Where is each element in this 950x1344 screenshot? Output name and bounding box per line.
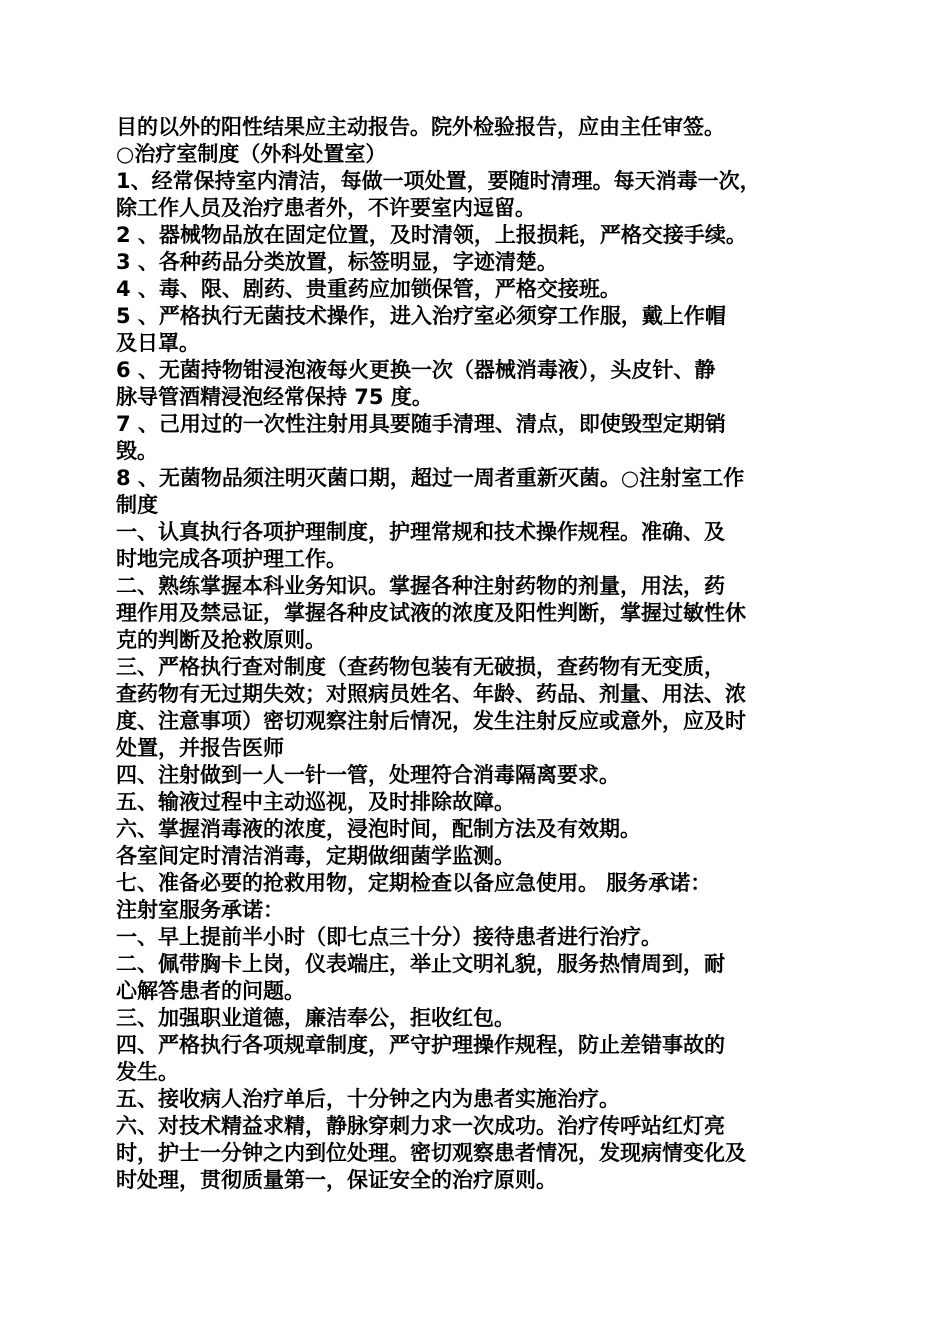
- text-line: 查药物有无过期失效；对照病员姓名、年龄、药品、剂量、用法、浓: [116, 682, 746, 706]
- text-line: 六、对技术精益求精，静脉穿刺力求一次成功。治疗传呼站红灯亮: [116, 1114, 725, 1138]
- text-line: 脉导管酒精浸泡经常保持 75 度。: [116, 385, 433, 409]
- text-line: 理作用及禁忌证，掌握各种皮试液的浓度及阳性判断，掌握过敏性休: [116, 601, 746, 625]
- text-line: 目的以外的阳性结果应主动报告。院外检验报告，应由主任审签。: [116, 115, 725, 139]
- section-heading-service-commitment: 注射室服务承诺：: [116, 898, 284, 922]
- text-line: 2 、器械物品放在固定位置，及时清领，上报损耗，严格交接手续。: [116, 223, 747, 247]
- document-body: [116, 114, 846, 1194]
- text-line: 一、认真执行各项护理制度，护理常规和技术操作规程。准确、及: [116, 520, 725, 544]
- text-line: 六、掌握消毒液的浓度，浸泡时间，配制方法及有效期。: [116, 817, 641, 841]
- text-line: 发生。: [116, 1060, 179, 1084]
- text-line: 7 、己用过的一次性注射用具要随手清理、清点，即使毁型定期销: [116, 412, 726, 436]
- text-line: 四、注射做到一人一针一管，处理符合消毒隔离要求。: [116, 763, 620, 787]
- text-line: 四、严格执行各项规章制度，严守护理操作规程，防止差错事故的: [116, 1033, 725, 1057]
- text-line: 各室间定时清洁消毒，定期做细菌学监测。: [116, 844, 515, 868]
- text-line: 8 、无菌物品须注明灭菌口期，超过一周者重新灭菌。○注射室工作: [116, 466, 745, 490]
- text-line: 4 、毒、限、剧药、贵重药应加锁保管，严格交接班。: [116, 277, 621, 301]
- text-line: 时，护士一分钟之内到位处理。密切观察患者情况，发现病情变化及: [116, 1141, 746, 1165]
- section-heading-treatment-room: ○治疗室制度（外科处置室）: [116, 142, 387, 166]
- text-line: 处置，并报告医师: [116, 736, 284, 760]
- text-line: 二、熟练掌握本科业务知识。掌握各种注射药物的剂量，用法，药: [116, 574, 725, 598]
- section-heading-injection-room: 制度: [116, 493, 158, 517]
- text-line: 6 、无菌持物钳浸泡液每火更换一次（器械消毒液），头皮针、静: [116, 358, 716, 382]
- text-line: 度、注意事项）密切观察注射后情况，发生注射反应或意外，应及时: [116, 709, 746, 733]
- text-line: 二、佩带胸卡上岗，仪表端庄，举止文明礼貌，服务热情周到，耐: [116, 952, 725, 976]
- text-line: 及日罩。: [116, 331, 200, 355]
- text-line: 三、严格执行查对制度（查药物包装有无破损，查药物有无变质，: [116, 655, 725, 679]
- text-line: 时处理，贯彻质量第一，保证安全的治疗原则。: [116, 1168, 557, 1192]
- text-line: 三、加强职业道德，廉洁奉公，拒收红包。: [116, 1006, 515, 1030]
- text-line: 毁。: [116, 439, 158, 463]
- text-line: 3 、各种药品分类放置，标签明显，字迹清楚。: [116, 250, 558, 274]
- text-line: 5 、严格执行无菌技术操作，进入治疗室必须穿工作服，戴上作帽: [116, 304, 726, 328]
- text-line: 1、经常保持室内清洁，每做一项处置，要随时清理。每天消毒一次，: [116, 169, 761, 193]
- text-line: 心解答患者的问题。: [116, 979, 305, 1003]
- text-line: 一、早上提前半小时（即七点三十分）接待患者进行治疗。: [116, 925, 662, 949]
- text-line: 克的判断及抢救原则。: [116, 628, 326, 652]
- text-line: 五、接收病人治疗单后，十分钟之内为患者实施治疗。: [116, 1087, 620, 1111]
- text-line: 除工作人员及治疗患者外，不许要室内逗留。: [116, 196, 536, 220]
- text-line: 五、输液过程中主动巡视，及时排除故障。: [116, 790, 515, 814]
- text-line: 七、准备必要的抢救用物，定期检查以备应急使用。 服务承诺：: [116, 871, 712, 895]
- text-line: 时地完成各项护理工作。: [116, 547, 347, 571]
